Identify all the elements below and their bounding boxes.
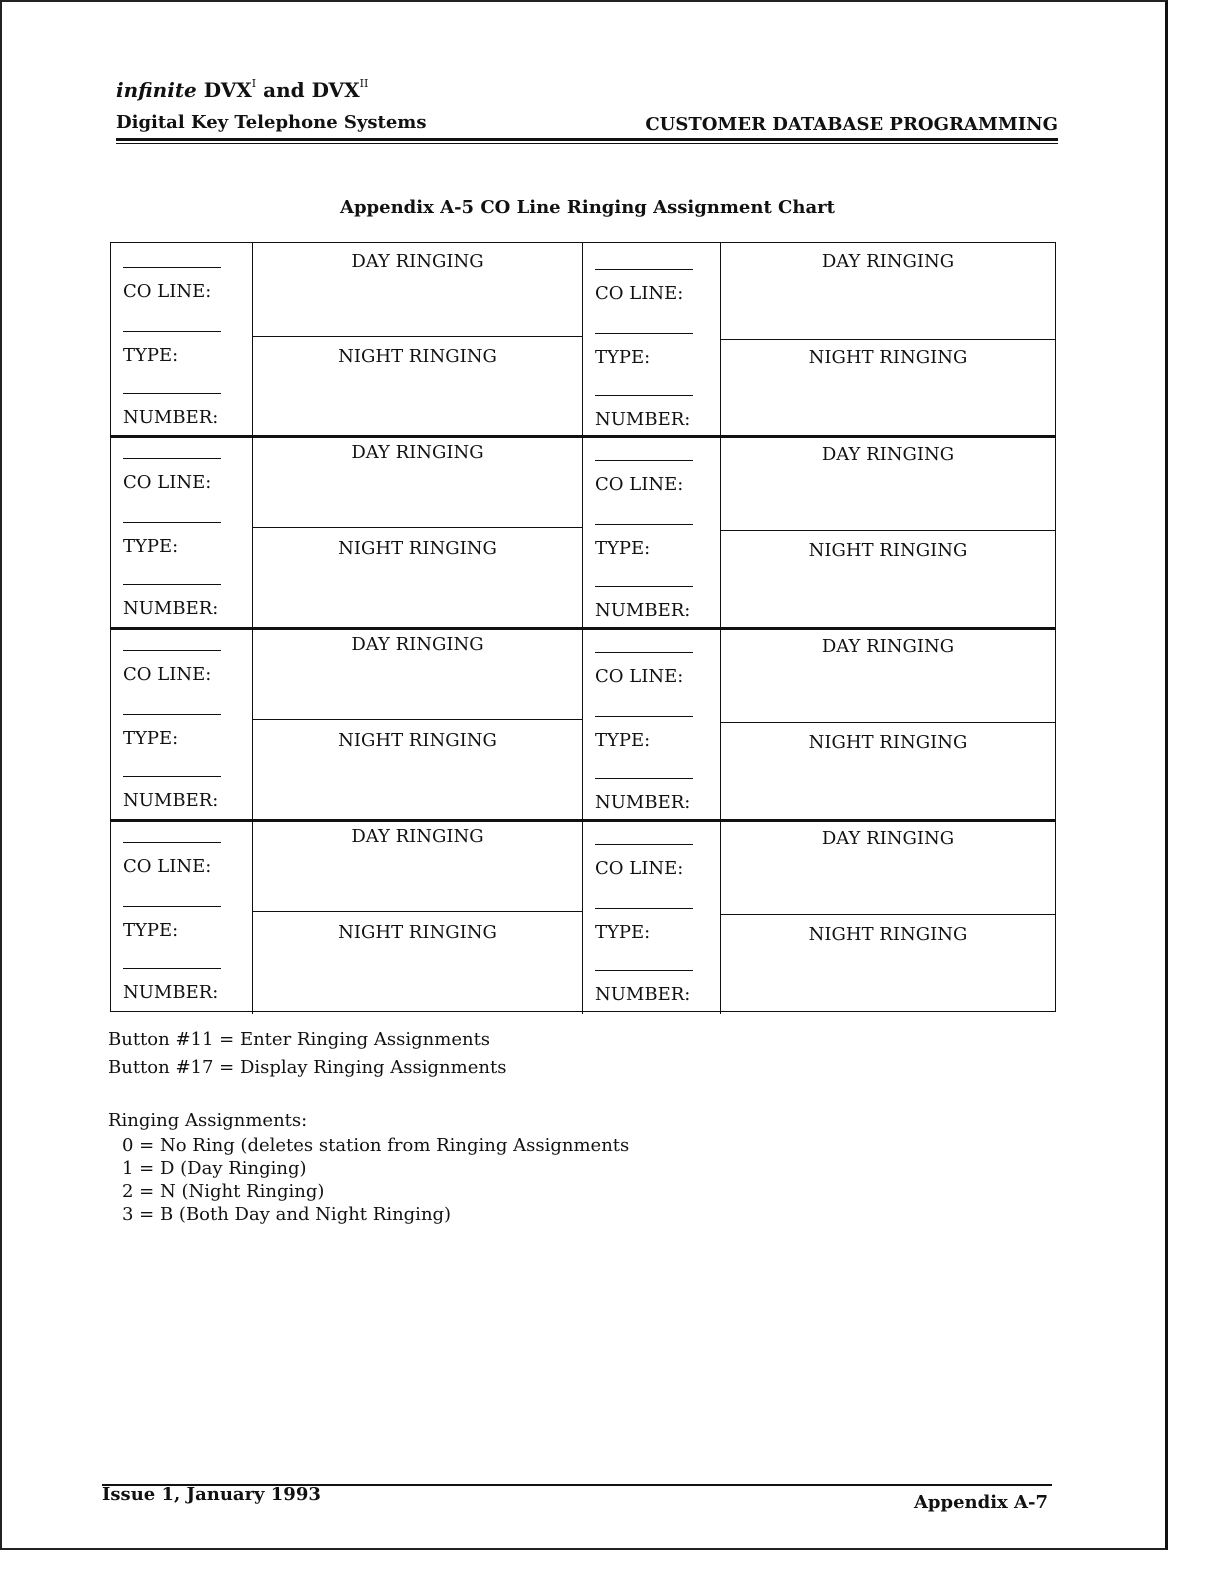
- type-label: TYPE:: [123, 536, 179, 557]
- line-entry: [111, 438, 253, 630]
- ringing-cell: [721, 243, 1055, 435]
- line-entry: [111, 822, 253, 1014]
- button-17-note: Button #17 = Display Ringing Assignments: [108, 1057, 507, 1078]
- night-ringing-label: NIGHT RINGING: [338, 730, 497, 751]
- issue-date: Issue 1, January 1993: [102, 1484, 321, 1505]
- night-ringing-label: NIGHT RINGING: [808, 540, 968, 561]
- number-blank[interactable]: [123, 776, 221, 777]
- co-line-blank[interactable]: [123, 458, 221, 459]
- number-label: NUMBER:: [123, 982, 219, 1003]
- assignment-item: 0 = No Ring (deletes station from Ringing Assignments: [122, 1135, 630, 1156]
- co-line-blank[interactable]: [595, 844, 693, 845]
- line-entry: [583, 630, 721, 822]
- ringing-cell: [253, 822, 583, 1014]
- type-label: TYPE:: [123, 920, 179, 941]
- co-line-label: CO LINE:: [123, 664, 212, 685]
- ringing-divider: [721, 339, 1055, 340]
- ringing-divider: [721, 722, 1055, 723]
- ringing-divider: [721, 914, 1055, 915]
- night-ringing-label: NIGHT RINGING: [338, 922, 497, 943]
- button-11-note: Button #11 = Enter Ringing Assignments: [108, 1029, 491, 1050]
- chart-block: [111, 435, 1055, 630]
- day-ringing-label: DAY RINGING: [821, 444, 955, 465]
- ringing-cell: [253, 243, 583, 435]
- line-entry: [111, 630, 253, 822]
- co-line-label: CO LINE:: [595, 474, 684, 495]
- product-b: DVX: [311, 78, 360, 102]
- chart-title: Appendix A-5 CO Line Ringing Assignment Chart: [340, 197, 835, 218]
- co-line-label: CO LINE:: [595, 666, 684, 687]
- section-title: CUSTOMER DATABASE PROGRAMMING: [645, 114, 1058, 135]
- number-label: NUMBER:: [123, 598, 219, 619]
- day-ringing-label: DAY RINGING: [351, 634, 484, 655]
- type-label: TYPE:: [595, 922, 651, 943]
- type-label: TYPE:: [595, 347, 651, 368]
- ringing-cell: [721, 630, 1055, 822]
- number-label: NUMBER:: [595, 409, 691, 430]
- product-a: DVX: [203, 78, 252, 102]
- co-line-label: CO LINE:: [595, 283, 684, 304]
- type-label: TYPE:: [123, 728, 179, 749]
- co-line-label: CO LINE:: [595, 858, 684, 879]
- night-ringing-label: NIGHT RINGING: [338, 346, 497, 367]
- co-line-label: CO LINE:: [123, 856, 212, 877]
- number-blank[interactable]: [123, 393, 221, 394]
- ringing-assignments-title: Ringing Assignments:: [108, 1110, 308, 1131]
- co-line-blank[interactable]: [595, 269, 693, 270]
- day-ringing-label: DAY RINGING: [821, 251, 955, 272]
- assignment-item: 2 = N (Night Ringing): [122, 1181, 325, 1202]
- number-blank[interactable]: [595, 395, 693, 396]
- ringing-chart: [110, 242, 1056, 1012]
- ringing-cell: [721, 822, 1055, 1014]
- line-entry: [583, 243, 721, 435]
- number-label: NUMBER:: [595, 984, 691, 1005]
- type-label: TYPE:: [595, 538, 651, 559]
- day-ringing-label: DAY RINGING: [351, 251, 484, 272]
- type-blank[interactable]: [123, 906, 221, 907]
- co-line-label: CO LINE:: [123, 472, 212, 493]
- type-blank[interactable]: [123, 522, 221, 523]
- type-blank[interactable]: [595, 333, 693, 334]
- ringing-assignments: [108, 1108, 629, 1226]
- number-blank[interactable]: [123, 968, 221, 969]
- type-blank[interactable]: [595, 908, 693, 909]
- number-label: NUMBER:: [123, 407, 219, 428]
- co-line-blank[interactable]: [595, 652, 693, 653]
- product-b-sup: II: [359, 77, 369, 91]
- product-connector: and: [263, 78, 305, 102]
- line-entry: [583, 822, 721, 1014]
- product-title: [116, 78, 368, 102]
- assignment-item: 3 = B (Both Day and Night Ringing): [122, 1204, 452, 1225]
- co-line-blank[interactable]: [123, 267, 221, 268]
- type-blank[interactable]: [123, 714, 221, 715]
- line-entry: [111, 243, 253, 435]
- number-label: NUMBER:: [595, 792, 691, 813]
- ringing-divider: [253, 527, 582, 528]
- day-ringing-label: DAY RINGING: [351, 442, 484, 463]
- type-blank[interactable]: [123, 331, 221, 332]
- day-ringing-label: DAY RINGING: [351, 826, 484, 847]
- chart-block: [111, 243, 1055, 435]
- number-label: NUMBER:: [595, 600, 691, 621]
- type-label: TYPE:: [595, 730, 651, 751]
- ringing-cell: [253, 438, 583, 630]
- button-legend: [108, 1026, 506, 1082]
- number-blank[interactable]: [595, 970, 693, 971]
- page-number: Appendix A-7: [913, 1492, 1048, 1513]
- co-line-blank[interactable]: [123, 650, 221, 651]
- header-rule: [116, 138, 1058, 144]
- line-entry: [583, 438, 721, 630]
- night-ringing-label: NIGHT RINGING: [808, 732, 968, 753]
- page-header: [116, 76, 1058, 146]
- ringing-divider: [721, 530, 1055, 531]
- type-blank[interactable]: [595, 524, 693, 525]
- number-blank[interactable]: [595, 778, 693, 779]
- co-line-blank[interactable]: [123, 842, 221, 843]
- ringing-divider: [253, 336, 582, 337]
- ringing-cell: [253, 630, 583, 822]
- chart-block: [111, 627, 1055, 822]
- brand-name: infinite: [116, 78, 197, 102]
- ringing-divider: [253, 719, 582, 720]
- product-a-sup: I: [251, 77, 257, 91]
- night-ringing-label: NIGHT RINGING: [338, 538, 497, 559]
- night-ringing-label: NIGHT RINGING: [808, 924, 968, 945]
- co-line-blank[interactable]: [595, 460, 693, 461]
- number-blank[interactable]: [595, 586, 693, 587]
- number-label: NUMBER:: [123, 790, 219, 811]
- day-ringing-label: DAY RINGING: [821, 828, 955, 849]
- type-label: TYPE:: [123, 345, 179, 366]
- assignment-item: 1 = D (Day Ringing): [122, 1158, 307, 1179]
- night-ringing-label: NIGHT RINGING: [808, 347, 968, 368]
- type-blank[interactable]: [595, 716, 693, 717]
- ringing-divider: [253, 911, 582, 912]
- chart-block: [111, 819, 1055, 1014]
- ringing-cell: [721, 438, 1055, 630]
- number-blank[interactable]: [123, 584, 221, 585]
- co-line-label: CO LINE:: [123, 281, 212, 302]
- system-name: Digital Key Telephone Systems: [116, 112, 427, 133]
- day-ringing-label: DAY RINGING: [821, 636, 955, 657]
